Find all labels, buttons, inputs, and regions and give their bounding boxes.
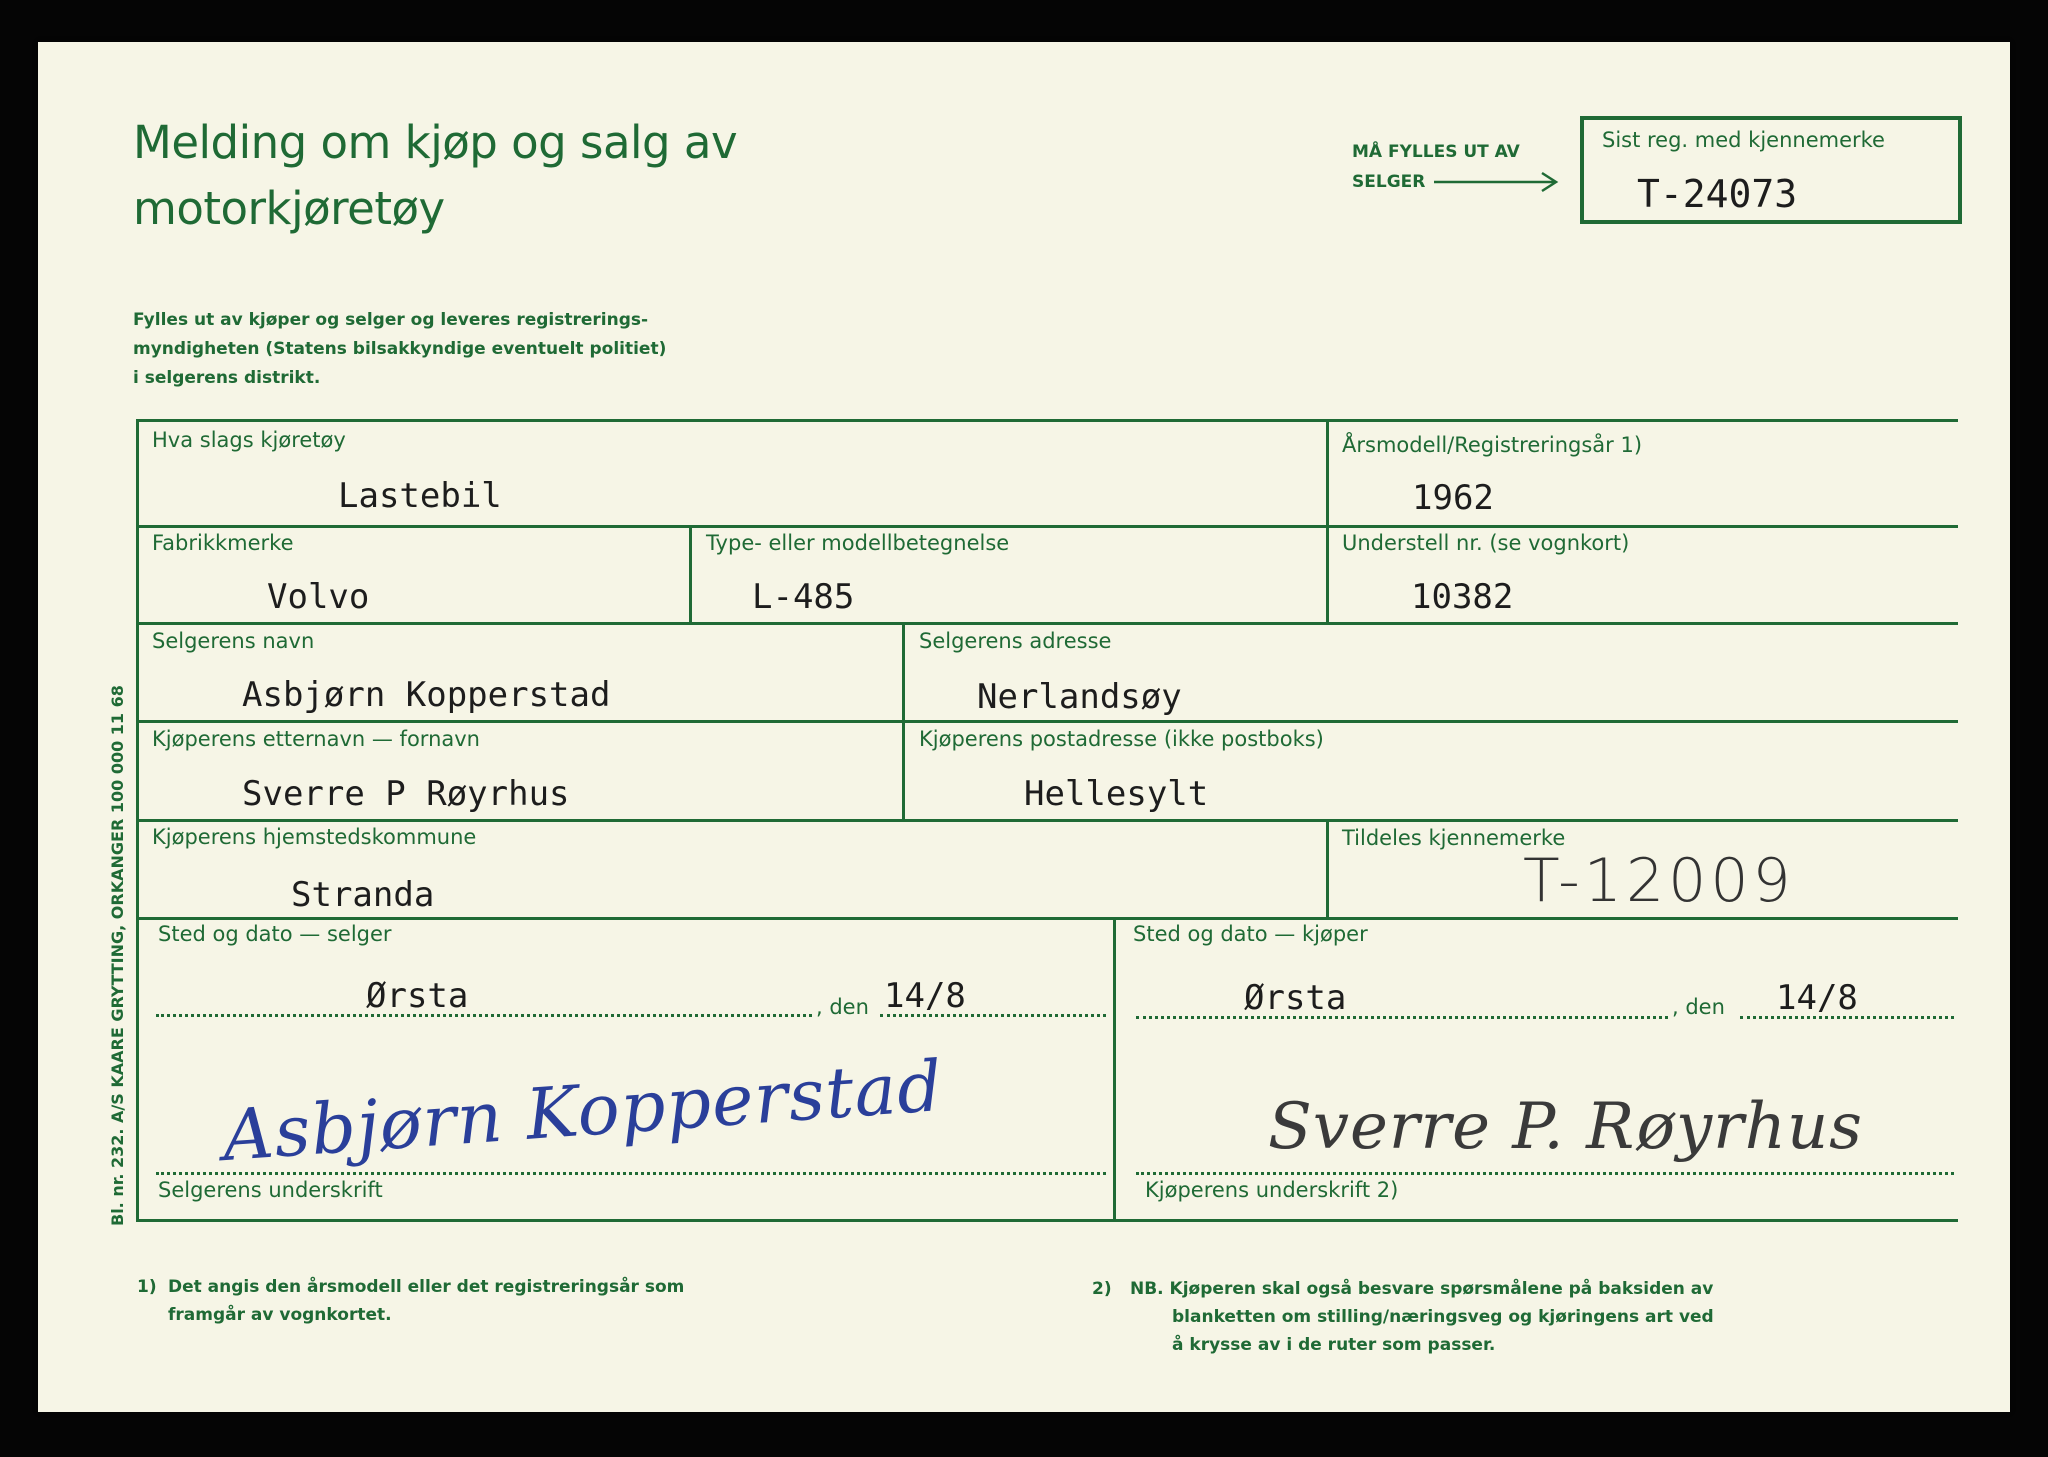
seller-den-label: , den (816, 995, 869, 1019)
footnote-1 (168, 1273, 684, 1329)
vehicle-type-label: Hva slags kjøretøy (152, 428, 346, 452)
footnote-2-number: 2) (1092, 1279, 1112, 1299)
footnote-2-line: å krysse av i de ruter som passer. (1172, 1335, 1496, 1355)
arrow-right-icon (1432, 170, 1562, 194)
grid-line (136, 419, 1958, 422)
footnote-2 (1130, 1275, 1714, 1359)
last-reg-value: T-24073 (1637, 172, 1798, 216)
footnote-1-line: Det angis den årsmodell eller det registreringsår som (168, 1277, 685, 1297)
last-registration-box (1580, 116, 1962, 224)
grid-line (136, 917, 1958, 920)
model-year-label: Årsmodell/Registreringsår 1) (1342, 433, 1643, 457)
buyer-name-value: Sverre P Røyrhus (242, 774, 570, 814)
grid-line (1113, 917, 1116, 1221)
seller-name-value: Asbjørn Kopperstad (242, 675, 611, 715)
buyer-place-value: Ørsta (1244, 978, 1347, 1018)
chassis-value: 10382 (1411, 577, 1514, 617)
make-label: Fabrikkmerke (152, 531, 294, 555)
seller-address-value: Nerlandsøy (977, 677, 1182, 717)
buyer-signature-label: Kjøperens underskrift 2) (1145, 1178, 1399, 1202)
seller-address-label: Selgerens adresse (919, 629, 1112, 653)
seller-date-dotted-line (880, 1014, 1106, 1017)
seller-signature-line (156, 1172, 1106, 1175)
vehicle-type-value: Lastebil (338, 476, 502, 516)
seller-signature: Asbjørn Kopperstad (220, 1044, 946, 1178)
buyer-signature-line (1136, 1172, 1954, 1175)
grid-line (136, 622, 1958, 625)
grid-line (1326, 419, 1329, 622)
instruction-line: myndigheten (Statens bilsakkyndige eventuelt politiet) (133, 339, 667, 359)
model-year-value: 1962 (1412, 478, 1494, 518)
buyer-place-dotted-line (1136, 1016, 1668, 1019)
type-label: Type- eller modellbetegnelse (706, 531, 1010, 555)
buyer-signature: Sverre P. Røyrhus (1268, 1090, 1863, 1164)
grid-line (136, 1219, 1958, 1222)
last-reg-label: Sist reg. med kjennemerke (1602, 128, 1885, 152)
assigned-plate-value: T-12009 (1523, 846, 1795, 916)
buyer-municipality-label: Kjøperens hjemstedskommune (152, 825, 477, 849)
form-print-info: Bl. nr. 232. A/S KAARE GRYTTING, ORKANGER 100 000 11 68 (108, 685, 127, 1226)
seller-place-dotted-line (156, 1014, 812, 1017)
footnote-2-line: NB. Kjøperen skal også besvare spørsmålene på baksiden av (1130, 1279, 1714, 1299)
buyer-municipality-value: Stranda (291, 875, 435, 915)
seller-name-label: Selgerens navn (152, 629, 315, 653)
buyer-date-value: 14/8 (1776, 978, 1858, 1018)
footnote-1-line: framgår av vognkortet. (168, 1305, 392, 1325)
grid-line (1326, 819, 1329, 917)
buyer-den-label: , den (1672, 995, 1725, 1019)
grid-line (689, 525, 692, 622)
buyer-name-label: Kjøperens etternavn — fornavn (152, 727, 480, 751)
buyer-address-label: Kjøperens postadresse (ikke postboks) (919, 727, 1324, 751)
must-fill-line1: MÅ FYLLES UT AV (1352, 142, 1520, 162)
buyer-date-dotted-line (1740, 1016, 1954, 1019)
footnote-2-line: blanketten om stilling/næringsveg og kjøringens art ved (1172, 1307, 1714, 1327)
grid-line (136, 525, 1958, 528)
grid-line (136, 819, 1958, 822)
form-title (133, 110, 737, 242)
seller-place-value: Ørsta (366, 976, 469, 1016)
instruction-line: i selgerens distrikt. (133, 368, 321, 388)
must-fill-line2: SELGER (1352, 172, 1426, 192)
assigned-plate-label: Tildeles kjennemerke (1342, 826, 1566, 850)
form-title-line1: Melding om kjøp og salg av (133, 116, 738, 169)
form-instructions (133, 306, 666, 393)
type-value: L-485 (752, 577, 855, 617)
grid-line (902, 622, 905, 820)
footnote-1-number: 1) (137, 1277, 157, 1297)
seller-date-value: 14/8 (884, 976, 966, 1016)
chassis-label: Understell nr. (se vognkort) (1342, 531, 1630, 555)
seller-signature-label: Selgerens underskrift (158, 1178, 383, 1202)
buyer-address-value: Hellesylt (1024, 774, 1209, 814)
make-value: Volvo (267, 577, 370, 617)
seller-place-label: Sted og dato — selger (158, 922, 392, 946)
grid-line (136, 720, 1958, 723)
buyer-place-label: Sted og dato — kjøper (1133, 922, 1368, 946)
form-title-line2: motorkjøretøy (133, 182, 445, 235)
instruction-line: Fylles ut av kjøper og selger og leveres registrerings- (133, 310, 649, 330)
